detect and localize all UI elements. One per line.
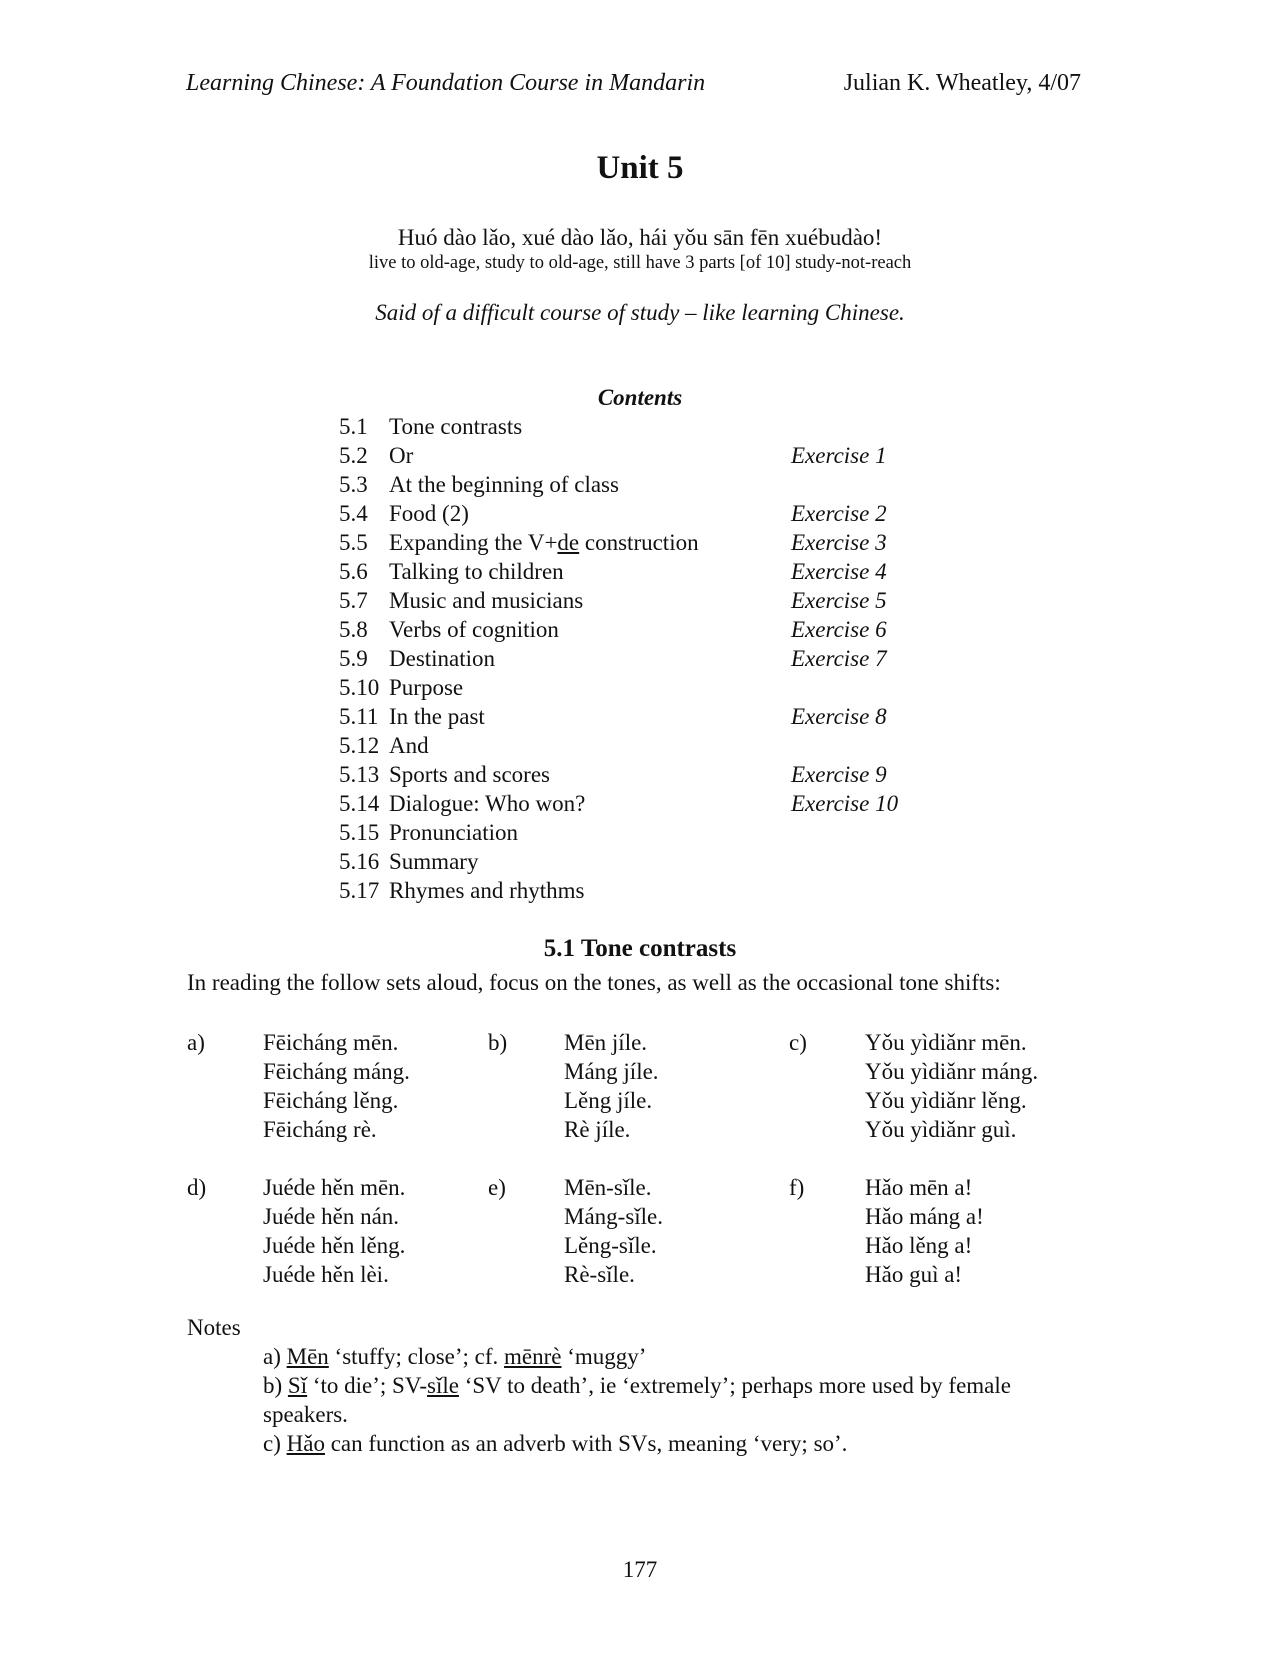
toc-title: Verbs of cognition <box>389 617 559 642</box>
notes-heading: Notes <box>187 1315 241 1340</box>
toc-exercise: Exercise 6 <box>791 617 887 642</box>
toc-title: Dialogue: Who won? <box>389 791 586 816</box>
epigraph-gloss: live to old-age, study to old-age, still have 3 parts [of 10] study-not-reach <box>368 253 912 273</box>
set-line: Yǒu yìdiǎnr mēn. <box>865 1030 1027 1055</box>
toc-number: 5.6 <box>339 559 368 584</box>
toc-number: 5.12 <box>339 733 380 758</box>
toc-title: Purpose <box>389 675 464 700</box>
note-b-continued: speakers. <box>263 1402 348 1427</box>
toc-title: Expanding the V+de construction <box>389 530 699 555</box>
note-c: c) Hǎo can function as an adverb with SVs, meaning ‘very; so’. <box>263 1431 848 1456</box>
toc-title: Food (2) <box>389 501 469 526</box>
unit-title: Unit 5 <box>596 150 684 186</box>
toc-number: 5.7 <box>339 588 368 613</box>
set-line: Mēn jíle. <box>564 1030 648 1055</box>
toc-exercise: Exercise 7 <box>791 646 887 671</box>
toc-title: At the beginning of class <box>389 472 619 497</box>
set-line: Fēicháng máng. <box>263 1059 410 1084</box>
note-a: a) Mēn ‘stuffy; close’; cf. mēnrè ‘muggy’ <box>263 1344 647 1369</box>
set-line: Máng-sǐle. <box>564 1204 664 1229</box>
toc-number: 5.16 <box>339 849 380 874</box>
set-line: Lěng jíle. <box>564 1088 653 1113</box>
toc-title: Summary <box>389 849 479 874</box>
set-line: Rè jíle. <box>564 1117 631 1142</box>
toc-title: Music and musicians <box>389 588 584 613</box>
toc-number: 5.13 <box>339 762 380 787</box>
toc-number: 5.10 <box>339 675 380 700</box>
toc-exercise: Exercise 9 <box>791 762 887 787</box>
contents-heading: Contents <box>597 385 683 410</box>
set-line: Hǎo máng a! <box>865 1204 984 1229</box>
set-line: Juéde hěn mēn. <box>263 1175 406 1200</box>
toc-title: Destination <box>389 646 496 671</box>
set-line: Juéde hěn nán. <box>263 1204 400 1229</box>
toc-number: 5.17 <box>339 878 380 903</box>
set-label: a) <box>187 1030 205 1055</box>
toc-number: 5.1 <box>339 414 368 439</box>
toc-title: Or <box>389 443 414 468</box>
toc-exercise: Exercise 1 <box>791 443 887 468</box>
toc-title: Sports and scores <box>389 762 550 787</box>
toc-exercise: Exercise 2 <box>791 501 887 526</box>
section-intro: In reading the follow sets aloud, focus on the tones, as well as the occasional tone shifts: <box>187 970 1001 995</box>
toc-title: Tone contrasts <box>389 414 523 439</box>
toc-number: 5.14 <box>339 791 380 816</box>
set-line: Lěng-sǐle. <box>564 1233 657 1258</box>
toc-number: 5.8 <box>339 617 368 642</box>
set-label: f) <box>789 1175 805 1200</box>
toc-number: 5.5 <box>339 530 368 555</box>
set-line: Yǒu yìdiǎnr guì. <box>865 1117 1017 1142</box>
toc-exercise: Exercise 10 <box>791 791 899 816</box>
set-label: b) <box>488 1030 508 1055</box>
toc-number: 5.3 <box>339 472 368 497</box>
running-header-author: Julian K. Wheatley, 4/07 <box>843 70 1081 96</box>
epigraph-comment: Said of a difficult course of study – like learning Chinese. <box>375 300 905 325</box>
set-label: d) <box>187 1175 207 1200</box>
section-title: 5.1 Tone contrasts <box>543 935 737 962</box>
set-line: Fēicháng rè. <box>263 1117 377 1142</box>
toc-title: And <box>389 733 429 758</box>
toc-title: Rhymes and rhythms <box>389 878 585 903</box>
set-line: Mēn-sǐle. <box>564 1175 652 1200</box>
page-number: 177 <box>622 1557 658 1582</box>
toc-number: 5.9 <box>339 646 368 671</box>
toc-title: In the past <box>389 704 485 729</box>
set-line: Hǎo guì a! <box>865 1262 963 1287</box>
toc-number: 5.11 <box>339 704 379 729</box>
toc-exercise: Exercise 8 <box>791 704 887 729</box>
set-line: Yǒu yìdiǎnr lěng. <box>865 1088 1027 1113</box>
set-line: Hǎo lěng a! <box>865 1233 973 1258</box>
toc-number: 5.2 <box>339 443 368 468</box>
set-line: Fēicháng mēn. <box>263 1030 399 1055</box>
set-line: Fēicháng lěng. <box>263 1088 399 1113</box>
toc-exercise: Exercise 4 <box>791 559 887 584</box>
set-line: Juéde hěn lèi. <box>263 1262 389 1287</box>
set-line: Máng jíle. <box>564 1059 659 1084</box>
set-label: c) <box>789 1030 807 1055</box>
toc-title: Pronunciation <box>389 820 519 845</box>
toc-exercise: Exercise 5 <box>791 588 887 613</box>
set-line: Hǎo mēn a! <box>865 1175 973 1200</box>
note-b: b) Sǐ ‘to die’; SV-sǐle ‘SV to death’, ie ‘extremely’; perhaps more used by female <box>263 1373 1011 1398</box>
set-label: e) <box>488 1175 506 1200</box>
toc-exercise: Exercise 3 <box>791 530 887 555</box>
set-line: Juéde hěn lěng. <box>263 1233 406 1258</box>
set-line: Rè-sǐle. <box>564 1262 635 1287</box>
set-line: Yǒu yìdiǎnr máng. <box>865 1059 1039 1084</box>
running-header-title: Learning Chinese: A Foundation Course in Mandarin <box>186 70 706 96</box>
toc-number: 5.15 <box>339 820 380 845</box>
toc-number: 5.4 <box>339 501 368 526</box>
toc-title: Talking to children <box>389 559 564 584</box>
epigraph-proverb: Huó dào lǎo, xué dào lǎo, hái yǒu sān fēn xuébudào! <box>397 225 883 250</box>
